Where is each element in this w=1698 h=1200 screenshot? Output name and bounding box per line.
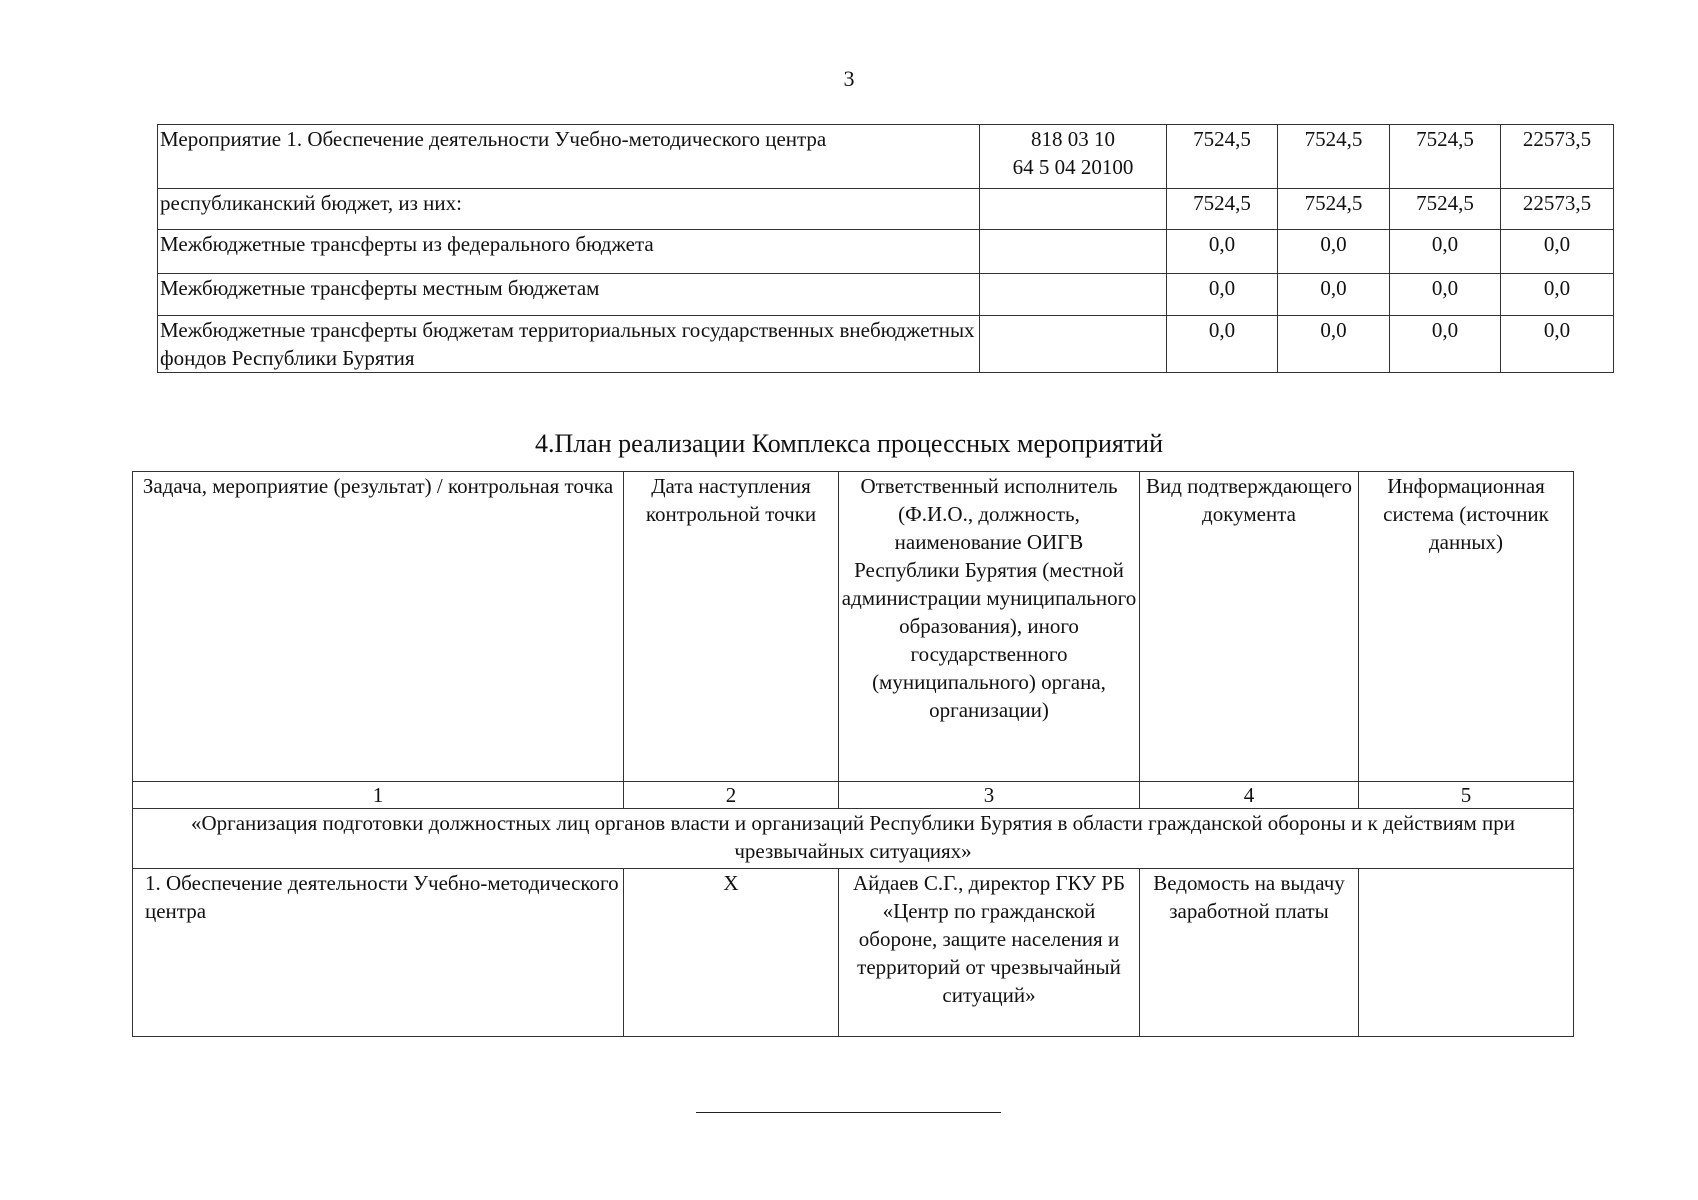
budget-row — [158, 316, 1614, 373]
column-numbers-row — [133, 782, 1574, 809]
budget-value-total: 0,0 — [1501, 230, 1614, 274]
budget-row-name: Межбюджетные трансферты из федерального бюджета — [158, 230, 980, 274]
budget-row-name: Мероприятие 1. Обеспечение деятельности Учебно-методического центра — [158, 125, 980, 189]
footer-divider — [696, 1112, 1001, 1113]
budget-row-name: Межбюджетные трансферты местным бюджетам — [158, 274, 980, 316]
info-system-cell — [1359, 869, 1574, 1037]
budget-row — [158, 274, 1614, 316]
budget-value-2: 7524,5 — [1278, 125, 1390, 189]
column-number: 5 — [1359, 782, 1574, 809]
budget-value-3: 0,0 — [1390, 274, 1501, 316]
responsible-cell: Айдаев С.Г., директор ГКУ РБ «Центр по гражданской обороне, защите населения и территорий от чрезвычайный ситуаций» — [839, 869, 1140, 1037]
budget-row-code — [980, 230, 1167, 274]
budget-value-1: 0,0 — [1167, 274, 1278, 316]
budget-value-total: 22573,5 — [1501, 125, 1614, 189]
header-date: Дата наступления контрольной точки — [624, 472, 839, 782]
budget-table — [157, 124, 1614, 373]
budget-row-code — [980, 189, 1167, 230]
header-responsible: Ответственный исполнитель (Ф.И.О., должность, наименование ОИГВ Республики Бурятия (местной администрации муниципального образования), иного государственного (муниципального) органа, организации) — [839, 472, 1140, 782]
budget-value-total: 0,0 — [1501, 316, 1614, 373]
date-cell: Х — [624, 869, 839, 1037]
plan-header-row — [133, 472, 1574, 782]
budget-row-code — [980, 125, 1167, 189]
header-document: Вид подтверждающего документа — [1140, 472, 1359, 782]
budget-row — [158, 189, 1614, 230]
budget-value-2: 0,0 — [1278, 230, 1390, 274]
task-title-row — [133, 809, 1574, 869]
budget-value-2: 7524,5 — [1278, 189, 1390, 230]
header-task: Задача, мероприятие (результат) / контрольная точка — [133, 472, 624, 782]
budget-value-2: 0,0 — [1278, 274, 1390, 316]
budget-row-name: республиканский бюджет, из них: — [158, 189, 980, 230]
table-row — [133, 869, 1574, 1037]
budget-row-name: Межбюджетные трансферты бюджетам территориальных государственных внебюджетных фондов Республики Бурятия — [158, 316, 980, 373]
header-info-system: Информационная система (источник данных) — [1359, 472, 1574, 782]
budget-row — [158, 230, 1614, 274]
column-number: 1 — [133, 782, 624, 809]
page-number: 3 — [843, 66, 855, 91]
column-number: 4 — [1140, 782, 1359, 809]
budget-code-line1: 818 03 10 — [1031, 127, 1115, 151]
column-number: 3 — [839, 782, 1140, 809]
budget-row-code — [980, 316, 1167, 373]
budget-value-3: 7524,5 — [1390, 125, 1501, 189]
document-cell: Ведомость на выдачу заработной платы — [1140, 869, 1359, 1037]
budget-value-1: 7524,5 — [1167, 189, 1278, 230]
section-title: 4.План реализации Комплекса процессных мероприятий — [534, 429, 1164, 458]
budget-row — [158, 125, 1614, 189]
budget-value-3: 0,0 — [1390, 316, 1501, 373]
activity-cell: 1. Обеспечение деятельности Учебно-методического центра — [133, 869, 624, 1037]
task-title: «Организация подготовки должностных лиц органов власти и организаций Республики Бурятия в области гражданской обороны и к действиям при чрезвычайных ситуациях» — [133, 809, 1574, 869]
budget-code-line2: 64 5 04 20100 — [1012, 155, 1134, 179]
budget-value-2: 0,0 — [1278, 316, 1390, 373]
budget-value-1: 7524,5 — [1167, 125, 1278, 189]
budget-value-1: 0,0 — [1167, 230, 1278, 274]
plan-table — [132, 471, 1574, 1037]
column-number: 2 — [624, 782, 839, 809]
budget-value-3: 0,0 — [1390, 230, 1501, 274]
budget-row-code — [980, 274, 1167, 316]
budget-value-total: 0,0 — [1501, 274, 1614, 316]
budget-value-1: 0,0 — [1167, 316, 1278, 373]
budget-value-3: 7524,5 — [1390, 189, 1501, 230]
budget-value-total: 22573,5 — [1501, 189, 1614, 230]
